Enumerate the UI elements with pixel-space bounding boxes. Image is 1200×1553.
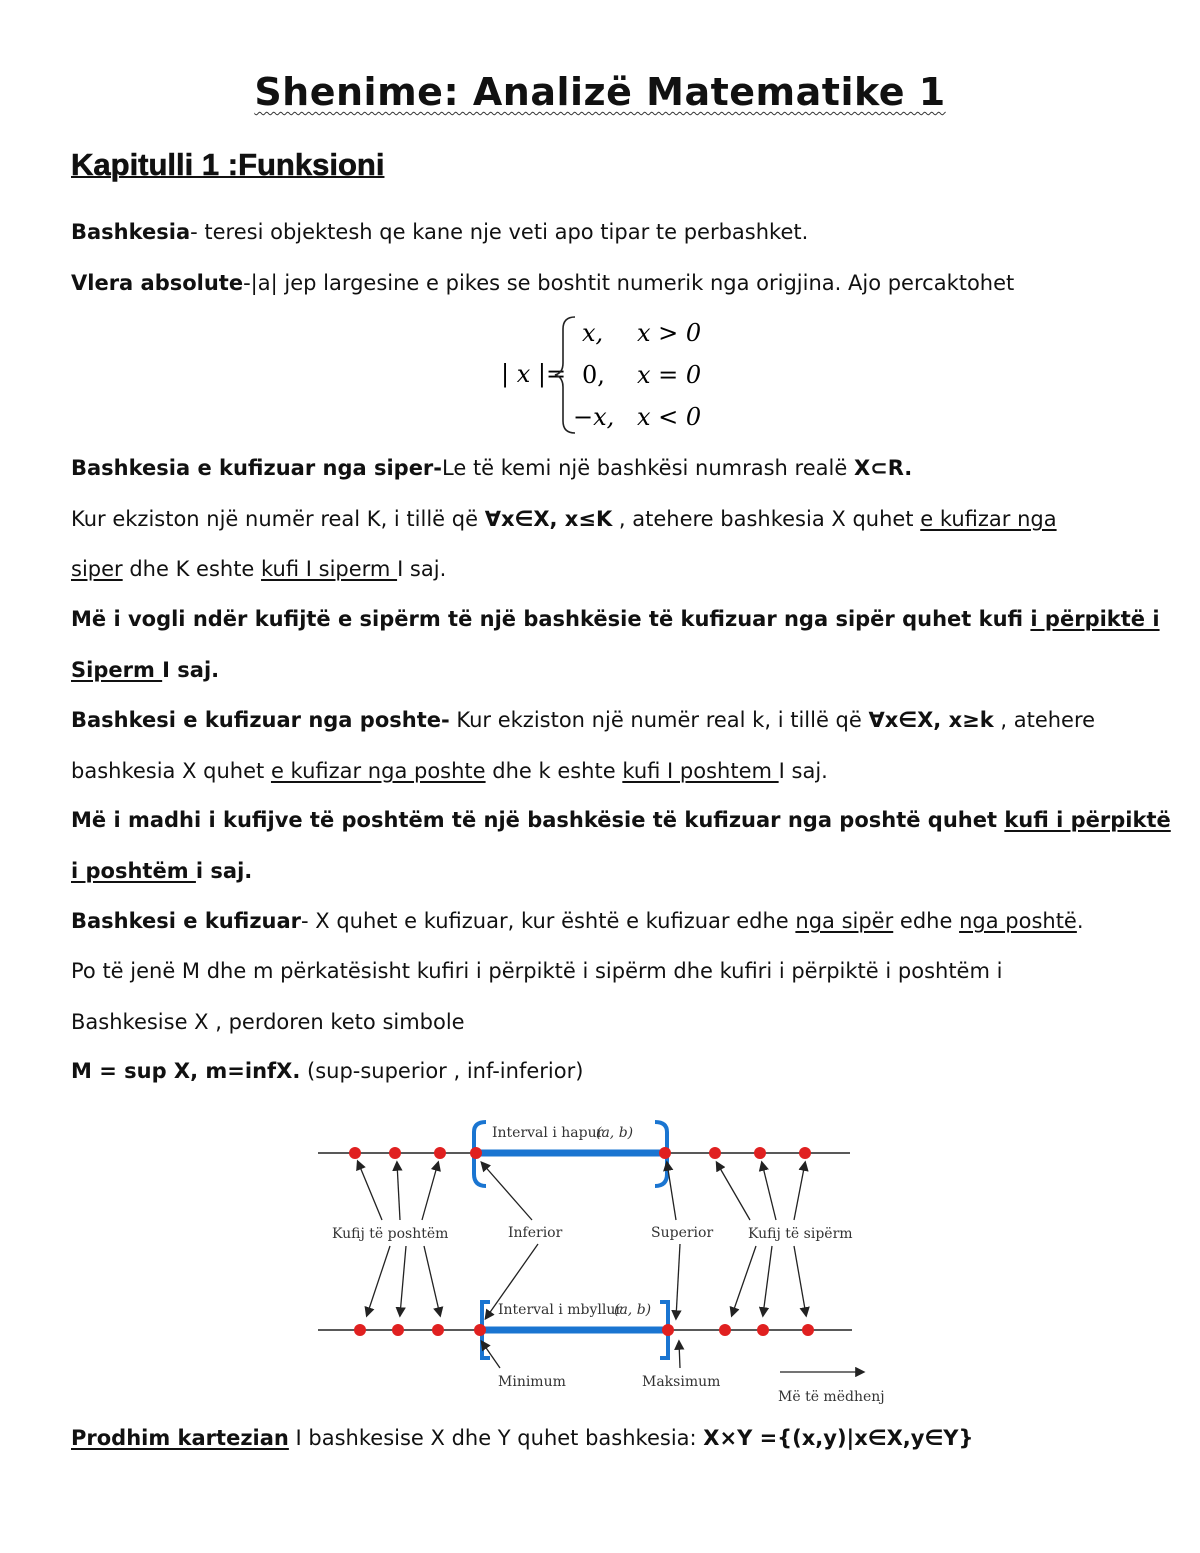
open-interval-label: Interval i hapur [492,1125,604,1141]
formula-case-condition: x < 0 [637,403,702,431]
upper-bound-point [754,1147,766,1159]
definition-cartesian-product: Prodhim kartezian I bashkesise X dhe Y quhet bashkesia: X×Y ={(x,y)|x∈X,y∈Y} [71,1426,974,1450]
paragraph-lower-bound: bashkesia X quhet e kufizar nga poshte dhe k eshte kufi I poshtem I saj. [71,759,828,783]
upper-bound-point [802,1324,814,1336]
arrows-up [358,1162,805,1220]
paragraph-supremum-2: Siperm I saj. [71,658,220,682]
infimum-point [470,1147,482,1159]
lower-bound-point [432,1324,444,1336]
paragraph-infimum-2: i poshtëm i saj. [71,859,253,883]
open-interval-symbol: (a, b) [596,1125,634,1141]
upper-bound-point [799,1147,811,1159]
minimum-label: Minimum [498,1374,566,1390]
larger-label: Më të mëdhenj [778,1389,885,1405]
upper-bound-point [719,1324,731,1336]
paragraph-upper-bound-2: siper dhe K eshte kufi I siperm I saj. [71,557,447,581]
paragraph-notation-1: Po të jenë M dhe m përkatësisht kufiri i përpiktë i sipërm dhe kufiri i përpiktë i poshtëm i [71,959,1003,983]
paragraph-upper-bound-1: Kur ekziston një numër real K, i tillë që ∀x∈X, x≤K , atehere bashkesia X quhet e kufizar nga [71,507,1057,531]
formula-case-condition: x > 0 [637,319,702,347]
paragraph-sup-inf: M = sup X, m=infX. (sup-superior , inf-inferior) [71,1059,584,1083]
chapter-heading: Kapitulli 1 :Funksioni [71,147,385,182]
minimum-point [474,1324,486,1336]
bounds-diagram [310,1110,890,1410]
upper-bound-point [709,1147,721,1159]
lower-bound-point [392,1324,404,1336]
formula-lhs: | x |= [501,360,567,388]
formula-case-value: 0, [582,361,605,389]
definition-bounded-set: Bashkesi e kufizuar- X quhet e kufizuar, kur është e kufizuar edhe nga sipër edhe nga poshtë. [71,909,1084,933]
paragraph-notation-2: Bashkesise X , perdoren keto simbole [71,1010,465,1034]
paragraph-supremum-1: Më i vogli ndër kufijtë e sipërm të një bashkësie të kufizuar nga sipër quhet kufi i përpiktë i [71,607,1160,631]
definition-bounded-below: Bashkesi e kufizuar nga poshte- Kur ekziston një numër real k, i tillë që ∀x∈X, x≥k , atehere [71,708,1096,732]
lower-bound-point [349,1147,361,1159]
lower-bound-point [389,1147,401,1159]
formula-case-value: −x, [573,403,615,431]
inferior-label: Inferior [508,1225,563,1241]
formula-case-condition: x = 0 [637,361,702,389]
definition-set: Bashkesia- teresi objektesh qe kane nje veti apo tipar te perbashket. [71,220,809,244]
maximum-label: Maksimum [642,1374,721,1390]
superior-label: Superior [651,1225,714,1241]
lower-bound-point [434,1147,446,1159]
definition-bounded-above: Bashkesia e kufizuar nga siper-Le të kemi një bashkësi numrash realë X⊂R. [71,456,913,480]
absolute-value-formula [495,305,735,440]
document-title: Shenime: Analizë Matematike 1 [254,70,946,114]
definition-absolute-value: Vlera absolute-|a| jep largesine e pikes se boshtit numerik nga origjina. Ajo percaktohet [71,271,1015,295]
upper-bound-point [757,1324,769,1336]
maximum-point [662,1324,674,1336]
closed-interval-symbol: (a, b) [614,1302,652,1318]
paragraph-infimum-1: Më i madhi i kufijve të poshtëm të një bashkësie të kufizuar nga poshtë quhet kufi i përpiktë [71,808,1171,832]
lower-bound-point [354,1324,366,1336]
closed-interval-label: Interval i mbyllur [498,1302,623,1318]
upper-bounds-label: Kufij të sipërm [748,1226,853,1242]
supremum-point [659,1147,671,1159]
formula-case-value: x, [582,319,604,347]
lower-bounds-label: Kufij të poshtëm [332,1226,449,1242]
